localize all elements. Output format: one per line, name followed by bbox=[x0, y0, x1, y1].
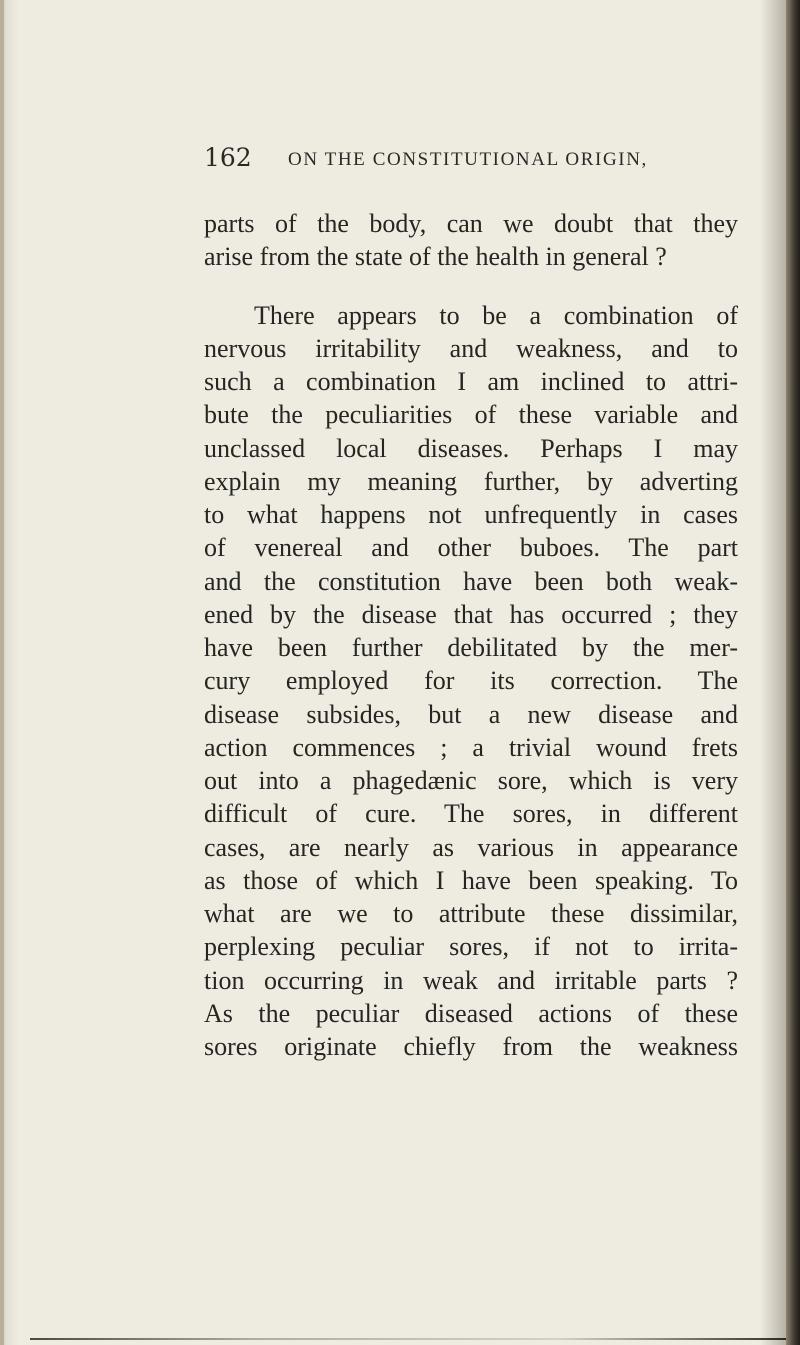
text-line: what are we to attribute these dissimilar, bbox=[204, 899, 738, 928]
text-line: ened by the disease that has occurred ; they bbox=[204, 599, 738, 629]
page-number: 162 bbox=[204, 143, 252, 172]
text-line: sores originate chiefly from the weakness bbox=[204, 1032, 738, 1061]
text-line: out into a phagedænic sore, which is very bbox=[204, 766, 738, 795]
text-line: have been further debilitated by the mer- bbox=[204, 633, 738, 662]
text-line: bute the peculiarities of these variable and bbox=[204, 400, 738, 430]
page-bottom-edge bbox=[30, 1338, 786, 1340]
text-line: cury employed for its correction. The bbox=[204, 666, 738, 696]
text-line: There appears to be a combination of bbox=[254, 300, 738, 330]
text-line: nervous irritability and weakness, and to bbox=[204, 333, 738, 363]
paragraph-gap bbox=[204, 274, 738, 299]
text-line: such a combination I am inclined to attri- bbox=[204, 367, 738, 396]
book-binding-edge bbox=[786, 0, 800, 1345]
text-line: perplexing peculiar sores, if not to irrita- bbox=[204, 932, 738, 962]
text-line: disease subsides, but a new disease and bbox=[204, 699, 738, 729]
text-line: action commences ; a trivial wound frets bbox=[204, 732, 738, 762]
running-head: ON THE CONSTITUTIONAL ORIGIN, bbox=[288, 149, 648, 170]
page-header bbox=[204, 143, 764, 183]
text-line: of venereal and other buboes. The part bbox=[204, 533, 738, 563]
text-line: cases, are nearly as various in appearance bbox=[204, 832, 738, 862]
page-left-edge bbox=[0, 0, 4, 1345]
text-line: tion occurring in weak and irritable parts ? bbox=[204, 965, 738, 995]
text-line: As the peculiar diseased actions of these bbox=[204, 998, 738, 1028]
text-line: to what happens not unfrequently in cases bbox=[204, 500, 738, 529]
text-line: unclassed local diseases. Perhaps I may bbox=[204, 433, 738, 463]
text-line: explain my meaning further, by adverting bbox=[204, 466, 738, 496]
text-line: as those of which I have been speaking. To bbox=[204, 865, 738, 895]
text-line: parts of the body, can we doubt that they bbox=[204, 209, 738, 238]
text-line: arise from the state of the health in general ? bbox=[204, 242, 667, 272]
text-line: and the constitution have been both weak- bbox=[204, 566, 738, 596]
body-text bbox=[204, 207, 738, 1063]
text-line: difficult of cure. The sores, in different bbox=[204, 799, 738, 829]
